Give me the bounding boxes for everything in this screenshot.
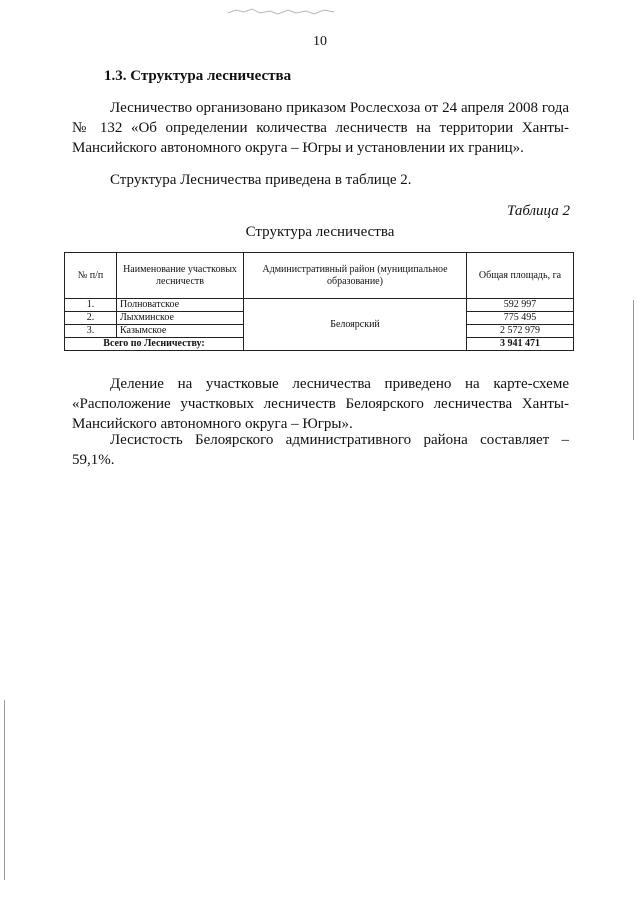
table-label: Таблица 2 [507, 203, 570, 219]
total-area: 3 941 471 [467, 338, 574, 351]
row-num: 3. [65, 325, 117, 338]
row-area: 775 495 [467, 312, 574, 325]
table-title: Структура лесничества [245, 224, 395, 240]
page-number: 10 [313, 34, 327, 49]
scan-edge-mark [633, 300, 634, 440]
row-name: Казымское [117, 325, 244, 338]
forestry-structure-table [64, 252, 574, 351]
paragraph-map-ref: Деление на участковые лесничества приведено на карте-схеме «Расположение участковых лесничеств Белоярского лесничества Ханты-Мансийского автономного округа – Югры». [72, 376, 569, 432]
scan-edge-mark [4, 700, 5, 880]
scan-artifact [226, 5, 338, 17]
header-name: Наименование участковых лесничеств [117, 253, 244, 299]
total-label: Всего по Лесничеству: [65, 338, 244, 351]
header-area: Общая площадь, га [467, 253, 574, 299]
district-cell: Белоярский [244, 299, 467, 351]
row-num: 1. [65, 299, 117, 312]
table-row [65, 299, 574, 312]
table-header-row [65, 253, 574, 299]
section-heading: 1.3. Структура лесничества [104, 68, 292, 84]
paragraph-structure-ref: Структура Лесничества приведена в таблице 2. [110, 172, 412, 188]
header-district: Административный район (муниципальное образование) [244, 253, 467, 299]
row-name: Лыхминское [117, 312, 244, 325]
header-num: № п/п [65, 253, 117, 299]
row-num: 2. [65, 312, 117, 325]
row-name: Полноватское [117, 299, 244, 312]
row-area: 592 997 [467, 299, 574, 312]
paragraph-forest-cover: Лесистость Белоярского административного района составляет – 59,1%. [72, 432, 569, 468]
row-area: 2 572 979 [467, 325, 574, 338]
paragraph-founding: Лесничество организовано приказом Рослесхоза от 24 апреля 2008 года № 132 «Об определении количества лесничеств на территории Ханты-Мансийского автономного округа – Югры и установлении их границ». [72, 100, 569, 156]
